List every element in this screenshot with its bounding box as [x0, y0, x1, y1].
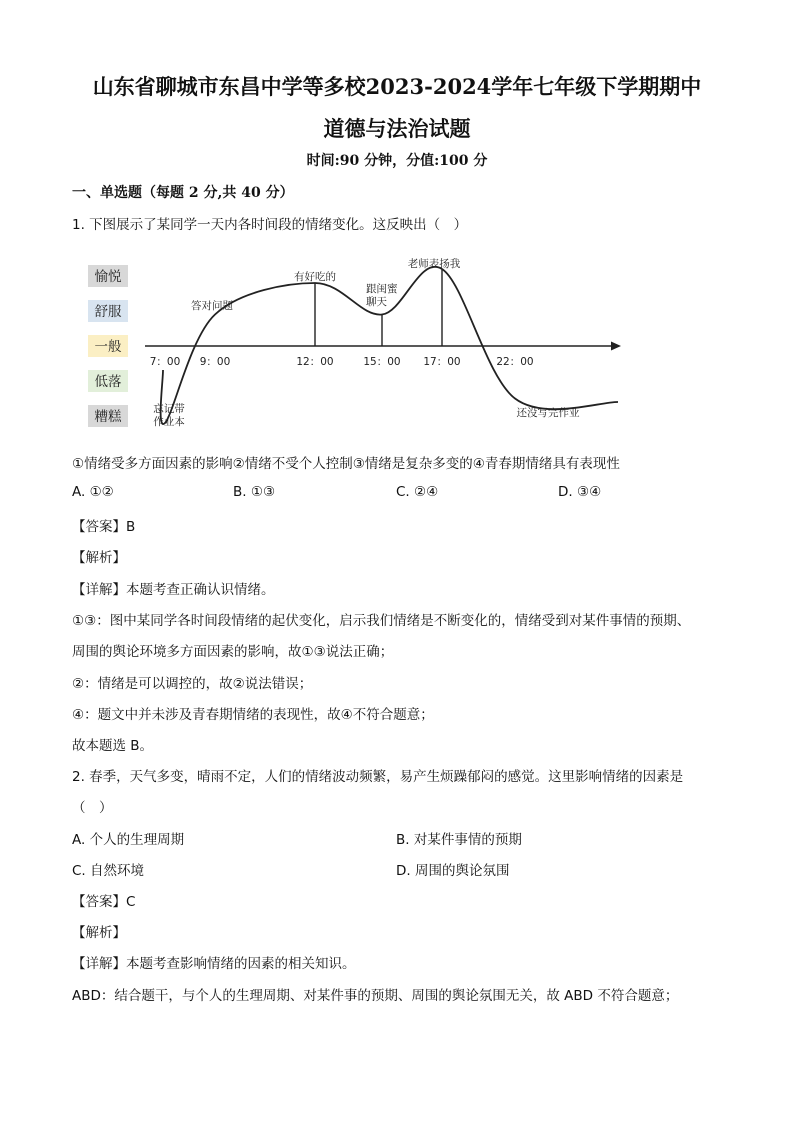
q1-analysis-line2: 周围的舆论环境多方面因素的影响，故①③说法正确；	[72, 644, 394, 660]
y-level-3	[88, 370, 128, 392]
y-level-label: 一般	[94, 339, 122, 355]
y-level-2	[88, 335, 128, 357]
event-label: 跟闺蜜聊天	[366, 283, 398, 308]
y-levels	[88, 265, 128, 427]
y-level-label: 低落	[94, 374, 122, 390]
document-title-line2: 道德与法治试题	[323, 116, 471, 141]
q2-detail: 【详解】本题考查影响情绪的因素的相关知识。	[72, 956, 356, 972]
y-level-label: 舒服	[94, 304, 122, 320]
document-title-line1: 山东省聊城市东昌中学等多校2023-2024学年七年级下学期期中	[92, 74, 702, 99]
q2-analysis-line1: ABD：结合题干，与个人的生理周期、对某件事的预期、周围的舆论氛围无关，故 ABD 不符合题意；	[72, 988, 679, 1004]
q1-answer: 【答案】B	[72, 519, 136, 535]
y-level-label: 愉悦	[94, 269, 122, 285]
q2-stem: 2. 春季，天气多变，晴雨不定，人们的情绪波动频繁，易产生烦躁郁闷的感觉。这里影响情绪的因素是	[72, 769, 684, 785]
q1-option-a: A. ①②	[72, 484, 114, 500]
q2-option-c: C. 自然环境	[72, 863, 145, 879]
q1-option-c: C. ②④	[396, 484, 439, 500]
y-level-0	[88, 265, 128, 287]
emotion-chart	[85, 252, 630, 432]
q1-stem: 1. 下图展示了某同学一天内各时间段的情绪变化。这反映出（ ）	[72, 217, 468, 233]
x-tick-label: 9：00	[199, 356, 231, 368]
q1-analysis-label: 【解析】	[72, 550, 126, 566]
x-tick-label: 17：00	[423, 356, 461, 368]
q2-answer: 【答案】C	[72, 894, 136, 910]
q1-analysis-line3: ②：情绪是可以调控的，故②说法错误；	[72, 676, 313, 692]
event-label: 忘记带作业本	[153, 403, 185, 428]
q1-detail: 【详解】本题考查正确认识情绪。	[72, 582, 275, 598]
section-heading: 一、单选题（每题 2 分,共 40 分）	[72, 185, 294, 201]
q2-option-a: A. 个人的生理周期	[72, 832, 185, 848]
q1-option-d: D. ③④	[558, 484, 602, 500]
event-label: 有好吃的	[294, 271, 336, 283]
x-axis	[145, 342, 621, 351]
q2-option-b: B. 对某件事情的预期	[396, 832, 522, 848]
event-label: 还没写完作业	[516, 407, 580, 419]
q2-analysis-label: 【解析】	[72, 925, 126, 941]
q1-analysis-line1: ①③：图中某同学各时间段情绪的起伏变化，启示我们情绪是不断变化的，情绪受到对某件事情的预期、	[72, 613, 691, 629]
x-tick-labels	[150, 356, 534, 368]
q1-option-b: B. ①③	[233, 484, 276, 500]
event-label: 老师表扬我	[407, 258, 461, 270]
event-labels	[153, 257, 580, 428]
y-level-1	[88, 300, 128, 322]
x-tick-label: 15：00	[363, 356, 401, 368]
y-level-label: 糟糕	[94, 409, 122, 425]
q1-statements: ①情绪受多方面因素的影响②情绪不受个人控制③情绪是复杂多变的④青春期情绪具有表现性	[72, 456, 620, 472]
x-tick-label: 7：00	[149, 356, 181, 368]
exam-meta: 时间:90 分钟，分值:100 分	[306, 153, 488, 169]
q2-paren: （ ）	[72, 800, 113, 816]
q1-conclusion: 故本题选 B。	[72, 738, 154, 754]
x-axis-arrow	[611, 342, 621, 351]
x-tick-label: 22：00	[496, 356, 534, 368]
y-level-4	[88, 405, 128, 427]
q1-analysis-line4: ④：题文中并未涉及青春期情绪的表现性，故④不符合题意；	[72, 707, 434, 723]
x-tick-label: 12：00	[296, 356, 334, 368]
event-label: 答对问题	[191, 300, 233, 312]
q2-option-d: D. 周围的舆论氛围	[396, 863, 510, 879]
